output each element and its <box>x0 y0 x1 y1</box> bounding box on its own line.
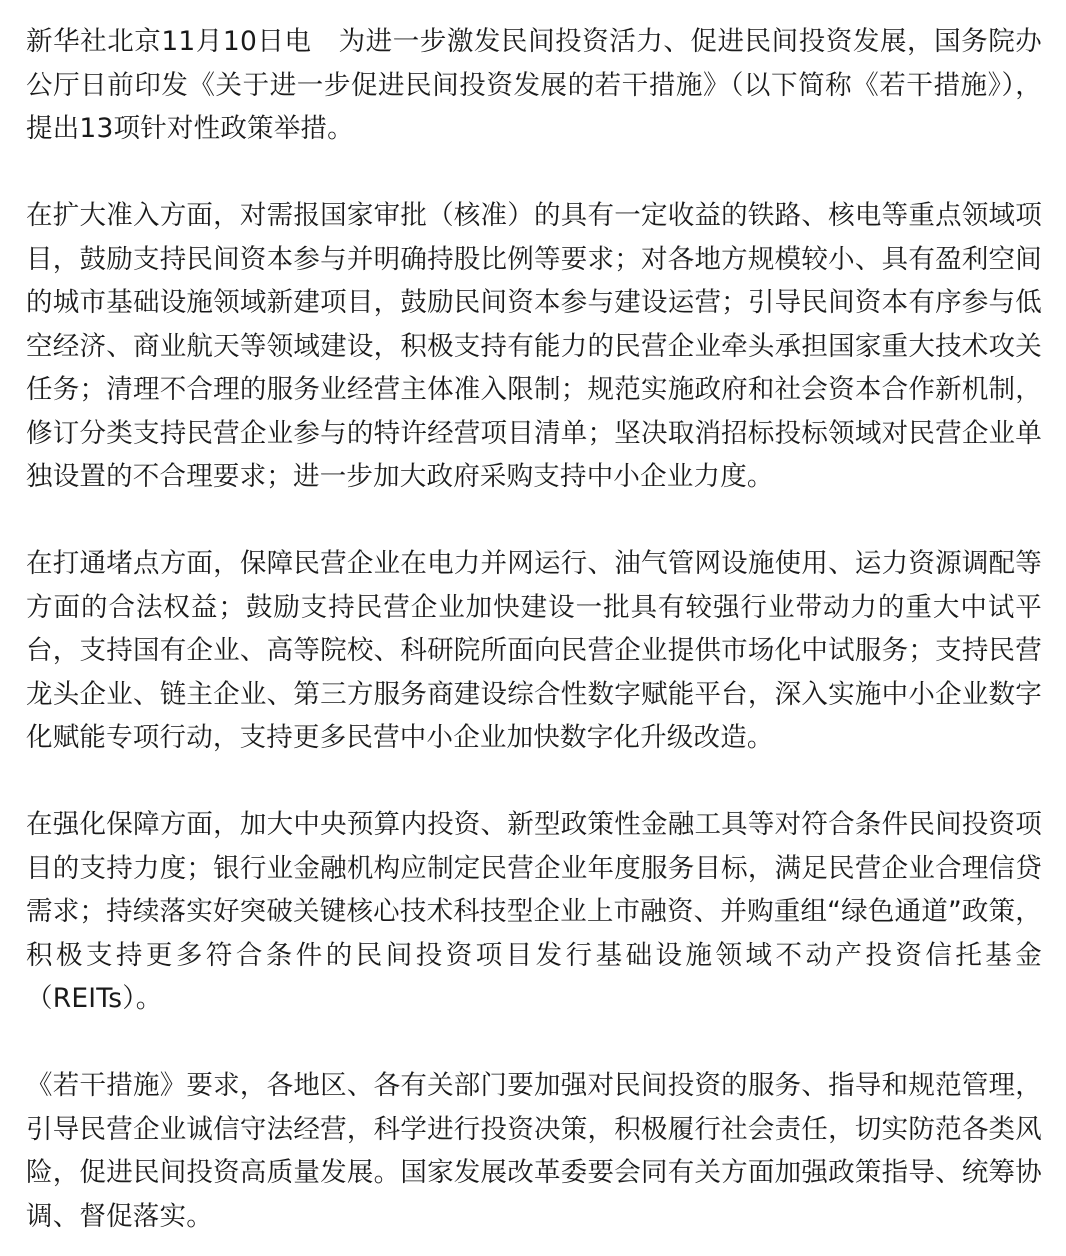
paragraph-clear-bottlenecks: 在打通堵点方面，保障民营企业在电力并网运行、油气管网设施使用、运力资源调配等方面的合法权益；鼓励支持民营企业加快建设一批具有较强行业带动力的重大中试平台，支持国有企业、高等院校、科研院所面向民营企业提供市场化中试服务；支持民营龙头企业、链主企业、第三方服务商建设综合性数字赋能平台，深入实施中小企业数字化赋能专项行动，支持更多民营中小企业加快数字化升级改造。 <box>26 548 1042 753</box>
article-body <box>26 20 1042 1238</box>
paragraph-intro: 新华社北京11月10日电 为进一步激发民间投资活力、促进民间投资发展，国务院办公厅日前印发《关于进一步促进民间投资发展的若干措施》（以下简称《若干措施》），提出13项针对性政策举措。 <box>26 26 1042 144</box>
paragraph-requirements: 《若干措施》要求，各地区、各有关部门要加强对民间投资的服务、指导和规范管理，引导民营企业诚信守法经营，科学进行投资决策，积极履行社会责任，切实防范各类风险，促进民间投资高质量发展。国家发展改革委要会同有关方面加强政策指导、统筹协调、督促落实。 <box>26 1070 1042 1232</box>
paragraph-expand-access: 在扩大准入方面，对需报国家审批（核准）的具有一定收益的铁路、核电等重点领域项目，鼓励支持民间资本参与并明确持股比例等要求；对各地方规模较小、具有盈利空间的城市基础设施领域新建项目，鼓励民间资本参与建设运营；引导民间资本有序参与低空经济、商业航天等领域建设，积极支持有能力的民营企业牵头承担国家重大技术攻关任务；清理不合理的服务业经营主体准入限制；规范实施政府和社会资本合作新机制，修订分类支持民营企业参与的特许经营项目清单；坚决取消招标投标领域对民营企业单独设置的不合理要求；进一步加大政府采购支持中小企业力度。 <box>26 200 1042 492</box>
paragraph-strengthen-support: 在强化保障方面，加大中央预算内投资、新型政策性金融工具等对符合条件民间投资项目的支持力度；银行业金融机构应制定民营企业年度服务目标，满足民营企业合理信贷需求；持续落实好突破关键核心技术科技型企业上市融资、并购重组“绿色通道”政策，积极支持更多符合条件的民间投资项目发行基础设施领域不动产投资信托基金（REITs）。 <box>26 809 1042 1014</box>
